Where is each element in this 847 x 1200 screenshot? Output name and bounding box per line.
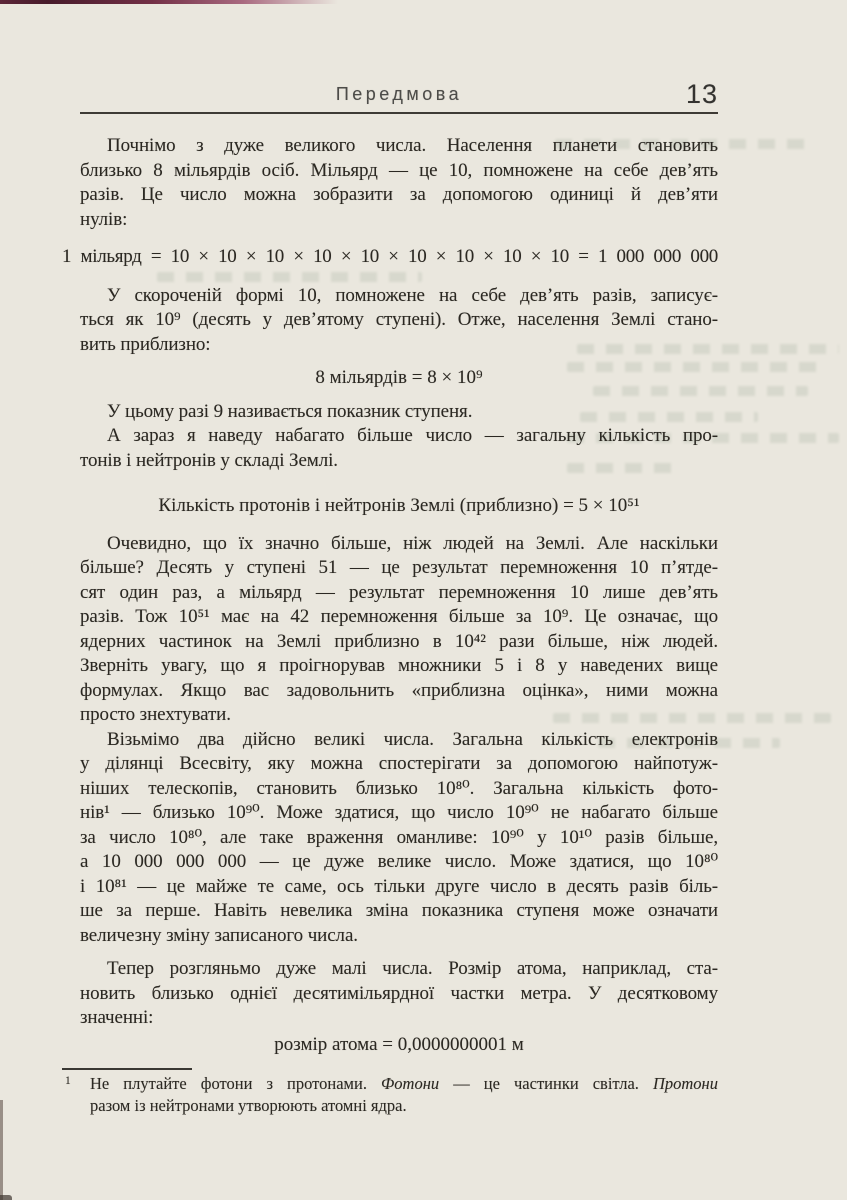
footnote-text: Не плутайте фотони з протонами. (90, 1074, 367, 1093)
text-line: разів. Це число можна зобразити за допомогою одиниці й дев’яти (80, 184, 718, 205)
footnote-line-2: разом із нейтронами утворюють атомні ядра. (90, 1096, 407, 1115)
paragraph-small-numbers (80, 957, 718, 1031)
photo-edge-artifact-top (0, 0, 338, 4)
paragraph-comparison (80, 532, 718, 728)
footnote (62, 1073, 718, 1117)
running-title: Передмова (335, 84, 463, 104)
page-content (62, 79, 718, 1117)
paragraph-exponent-name (80, 400, 718, 425)
footnote-line-1 (90, 1073, 718, 1095)
text-line: формулах. Якщо вас задовольнить «приблизна оцінка», ними можна (80, 679, 718, 701)
text-line: значенні: (80, 1007, 154, 1028)
text-line: ядерних частинок на Землі приблизно в 10⁴² рази більше, ніж людей. (80, 630, 718, 652)
text-line: близько 8 мільярдів осіб. Мільярд — це 10, помножене на себе дев’ять (80, 159, 718, 181)
text-line: Почнімо з дуже великого числа. Населення планети становить (107, 135, 718, 156)
footnote-marker: 1 (65, 1075, 71, 1087)
text-line: нів¹ — близько 10⁹⁰. Може здатися, що число 10⁹⁰ не набагато більше (80, 802, 718, 823)
paragraph-two-big-numbers (80, 728, 718, 949)
text-line: у ділянці Всесвіту, яку можна спостерігати за допомогою найпотуж- (80, 753, 718, 774)
text-line: Тепер розгляньмо дуже малі числа. Розмір атома, наприклад, ста- (107, 958, 718, 979)
footnote-rule (62, 1068, 192, 1070)
formula-protons-neutrons: Кількість протонів і нейтронів Землі (приблизно) = 5 × 10⁵¹ (158, 495, 640, 516)
text-line: А зараз я наведу набагато більше число — загальну кількість про- (107, 425, 718, 446)
text-line: і 10⁸¹ — це майже те саме, ось тільки друге число в десять разів біль- (80, 875, 718, 897)
text-line: просто знехтувати. (80, 704, 231, 725)
text-line: ться як 10⁹ (десять у дев’ятому ступені). Отже, населення Землі стано- (80, 309, 718, 330)
formula-atom-size: розмір атома = 0,0000000001 м (274, 1033, 524, 1055)
photo-edge-artifact-corner (0, 1195, 12, 1200)
text-line: тонів і нейтронів у складі Землі. (80, 449, 338, 471)
text-line: величезну зміну записаного числа. (80, 924, 358, 946)
text-line: нулів: (80, 208, 128, 230)
paragraph-population (80, 134, 718, 232)
text-line: а 10 000 000 000 — це дуже велике число. Може здатися, що 10⁸⁰ (80, 851, 718, 872)
text-line: новить близько однієї десятимільярдної частки метра. У десятковому (80, 982, 718, 1004)
footnote-term-protons: Протони (652, 1074, 718, 1093)
text-line: Очевидно, що їх значно більше, ніж людей на Землі. Але наскільки (107, 532, 718, 554)
text-line: сят один раз, а мільярд — результат перемноження 10 лише дев’ять (80, 581, 718, 603)
page-number: 13 (685, 79, 718, 109)
paragraph-short-form (80, 284, 718, 358)
paragraph-bigger-number (80, 424, 718, 473)
text-line: У цьому разі 9 називається показник ступеня. (107, 400, 473, 422)
text-line: ніших телескопів, становить близько 10⁸⁰. Загальна кількість фото- (80, 777, 718, 799)
text-line: за число 10⁸⁰, але таке враження оманливе: 10⁹⁰ у 10¹⁰ разів більше, (80, 826, 718, 848)
text-line: більше? Десять у ступені 51 — це результат перемноження 10 п’ятде- (80, 557, 718, 578)
text-line: разів. Тож 10⁵¹ має на 42 перемноження більше за 10⁹. Це означає, що (80, 606, 718, 627)
footnote-term-photons: Фотони (381, 1074, 440, 1093)
formula-eight-billion: 8 мільярдів = 8 × 10⁹ (315, 367, 483, 388)
header-rule (80, 112, 718, 114)
text-line: ше за перше. Навіть невелика зміна показника ступеня може означати (80, 900, 718, 921)
text-line: вить приблизно: (80, 333, 211, 355)
photo-edge-artifact-left (0, 1100, 3, 1200)
text-line: Візьмімо два дійсно великі числа. Загальна кількість електронів (107, 728, 718, 750)
formula-one-billion: 1 мільярд = 10 × 10 × 10 × 10 × 10 × 10 × 10 × 10 × 10 = 1 000 000 000 (62, 246, 718, 267)
text-line: У скороченій формі 10, помножене на себе дев’ять разів, записує- (107, 284, 718, 306)
footnote-text: — це частинки світла. (453, 1074, 639, 1093)
page-header (80, 79, 718, 109)
text-line: Зверніть увагу, що я проігнорував множники 5 і 8 у наведених вище (80, 655, 718, 676)
